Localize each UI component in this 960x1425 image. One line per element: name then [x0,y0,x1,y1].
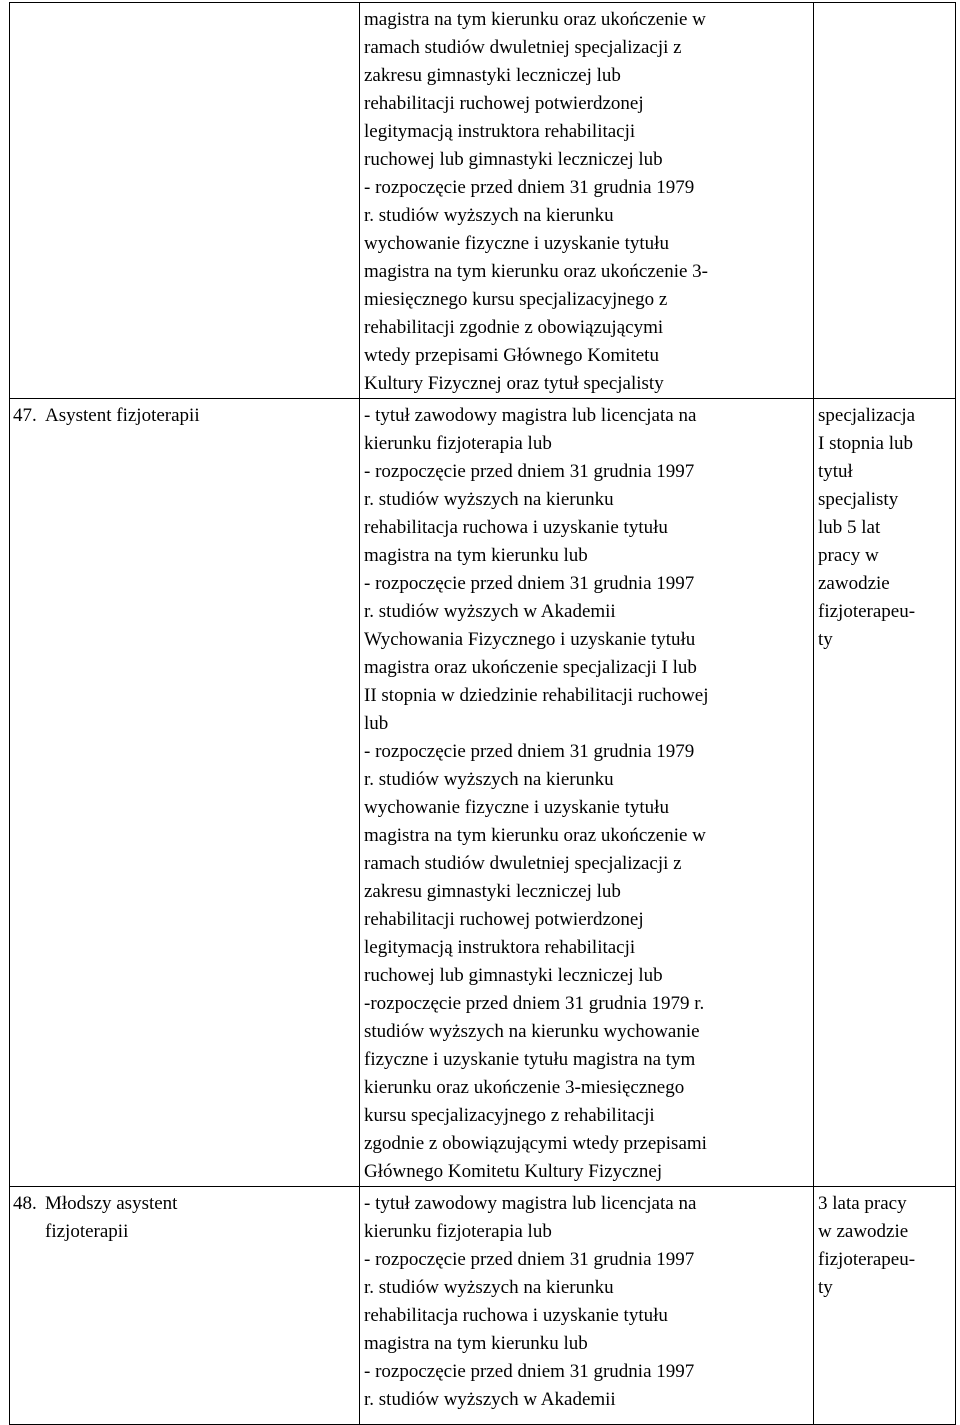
requirement-line: Kultury Fizycznej oraz tytuł specjalisty [364,373,664,394]
requirement-line: kierunku fizjoterapia lub [364,433,552,454]
requirement-line: ramach studiów dwuletniej specjalizacji z [364,37,682,58]
requirement-line: kierunku oraz ukończenie 3-miesięcznego [364,1077,685,1098]
requirements-cell [360,399,814,1187]
position-cell [10,399,360,1187]
requirement-line: magistra na tym kierunku oraz ukończenie 3- [364,261,708,282]
requirement-line: magistra na tym kierunku oraz ukończenie w [364,9,706,30]
requirement-line: zgodnie z obowiązującymi wtedy przepisami [364,1133,707,1154]
requirement-line: r. studiów wyższych w Akademii [364,1389,616,1410]
requirement-line: rehabilitacji zgodnie z obowiązującymi [364,317,664,338]
requirement-line: - tytuł zawodowy magistra lub licencjata na [364,405,697,426]
requirement-line: rehabilitacji ruchowej potwierdzonej [364,93,644,114]
position-line: Asystent fizjoterapii [45,405,200,426]
requirement-line: Głównego Komitetu Kultury Fizycznej [364,1161,663,1182]
requirement-line: ruchowej lub gimnastyki leczniczej lub [364,149,663,170]
position-line: fizjoterapii [45,1221,129,1242]
requirement-line: -rozpoczęcie przed dniem 31 grudnia 1979 r. [364,993,705,1014]
requirements-cell [360,3,814,399]
requirement-line: wtedy przepisami Głównego Komitetu [364,345,659,366]
requirement-line: wychowanie fizyczne i uzyskanie tytułu [364,797,669,818]
experience-line: I stopnia lub [818,433,913,454]
requirement-line: - rozpoczęcie przed dniem 31 grudnia 1997 [364,1361,695,1382]
requirement-line: rehabilitacja ruchowa i uzyskanie tytułu [364,1305,668,1326]
requirement-line: magistra na tym kierunku lub [364,545,588,566]
experience-line: ty [818,629,833,650]
experience-cell [814,1187,956,1425]
experience-line: lub 5 lat [818,517,881,538]
requirement-line: - tytuł zawodowy magistra lub licencjata na [364,1193,697,1214]
requirement-line: kierunku fizjoterapia lub [364,1221,552,1242]
requirement-line: magistra na tym kierunku lub [364,1333,588,1354]
experience-line: fizjoterapeu- [818,601,916,622]
requirement-line: - rozpoczęcie przed dniem 31 grudnia 1979 [364,741,695,762]
row-number: 47. [13,405,37,426]
requirement-line: legitymacją instruktora rehabilitacji [364,121,636,142]
requirement-line: r. studiów wyższych na kierunku [364,769,614,790]
position-cell [10,3,360,399]
requirement-line: r. studiów wyższych na kierunku [364,1277,614,1298]
position-cell [10,1187,360,1425]
requirement-line: r. studiów wyższych na kierunku [364,205,614,226]
requirement-line: lub [364,713,389,734]
requirement-line: r. studiów wyższych na kierunku [364,489,614,510]
requirement-line: fizyczne i uzyskanie tytułu magistra na tym [364,1049,696,1070]
requirement-line: r. studiów wyższych w Akademii [364,601,616,622]
requirement-line: magistra oraz ukończenie specjalizacji I lub [364,657,697,678]
position-name [45,402,355,430]
experience-line: zawodzie [818,573,890,594]
experience-line: w zawodzie [818,1221,909,1242]
requirement-line: legitymacją instruktora rehabilitacji [364,937,636,958]
requirement-line: zakresu gimnastyki leczniczej lub [364,65,621,86]
position-line: Młodszy asystent [45,1193,178,1214]
requirement-line: kursu specjalizacyjnego z rehabilitacji [364,1105,655,1126]
requirement-line: - rozpoczęcie przed dniem 31 grudnia 1997 [364,461,695,482]
requirement-line: wychowanie fizyczne i uzyskanie tytułu [364,233,669,254]
experience-line: ty [818,1277,833,1298]
requirement-line: - rozpoczęcie przed dniem 31 grudnia 1997 [364,1249,695,1270]
experience-line: specjalisty [818,489,899,510]
requirement-line: - rozpoczęcie przed dniem 31 grudnia 1979 [364,177,695,198]
requirement-line: Wychowania Fizycznego i uzyskanie tytułu [364,629,696,650]
qualification-requirements-table [9,2,956,1425]
requirement-line: studiów wyższych na kierunku wychowanie [364,1021,700,1042]
experience-line: tytuł [818,461,853,482]
table-body [10,3,956,1425]
table-row [10,3,956,399]
requirement-line: rehabilitacji ruchowej potwierdzonej [364,909,644,930]
requirement-line: rehabilitacja ruchowa i uzyskanie tytułu [364,517,668,538]
experience-cell [814,399,956,1187]
experience-line: specjalizacja [818,405,916,426]
requirement-line: zakresu gimnastyki leczniczej lub [364,881,621,902]
requirement-line: - rozpoczęcie przed dniem 31 grudnia 1997 [364,573,695,594]
requirement-line: magistra na tym kierunku oraz ukończenie w [364,825,706,846]
requirement-line: miesięcznego kursu specjalizacyjnego z [364,289,668,310]
requirement-line: II stopnia w dziedzinie rehabilitacji ruchowej [364,685,709,706]
requirement-line: ruchowej lub gimnastyki leczniczej lub [364,965,663,986]
experience-line: 3 lata pracy [818,1193,907,1214]
experience-line: fizjoterapeu- [818,1249,916,1270]
table-row [10,399,956,1187]
experience-cell [814,3,956,399]
position-name [45,1190,355,1246]
experience-line: pracy w [818,545,879,566]
requirements-cell [360,1187,814,1425]
requirement-line: ramach studiów dwuletniej specjalizacji z [364,853,682,874]
row-number: 48. [13,1193,37,1214]
table-row [10,1187,956,1425]
